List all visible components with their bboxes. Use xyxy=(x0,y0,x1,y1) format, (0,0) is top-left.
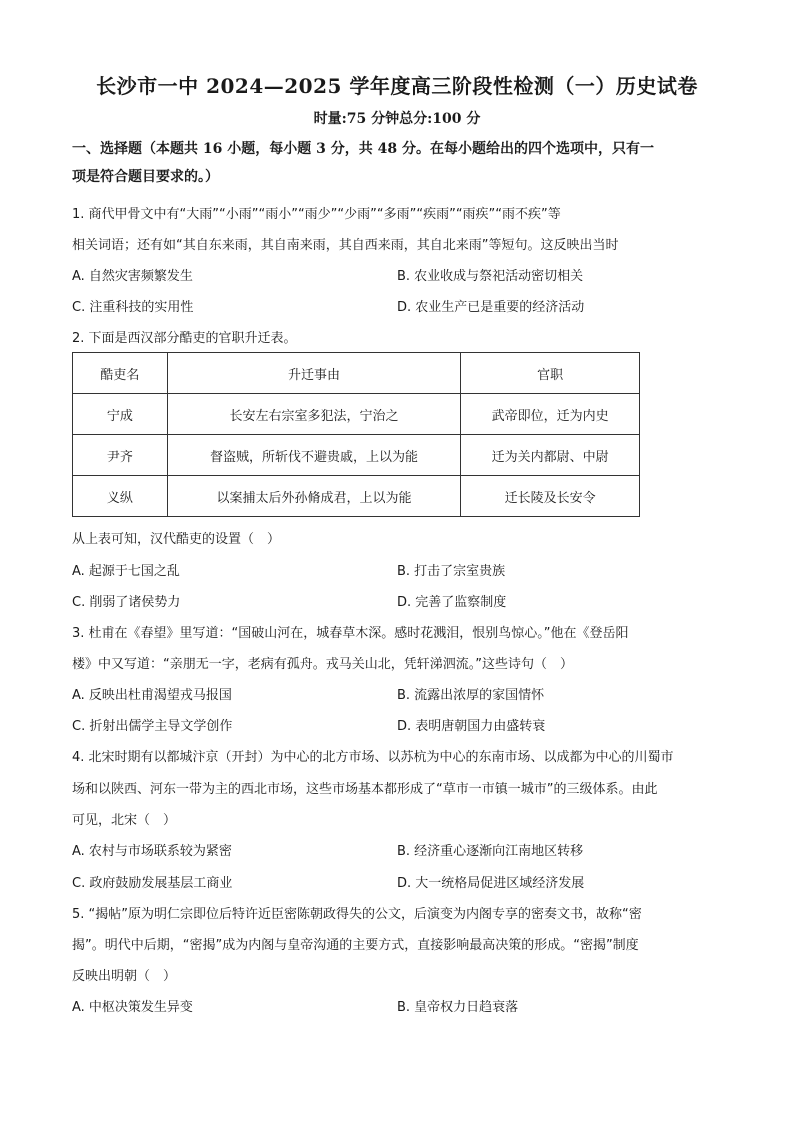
q1-option-a: A. 自然灾害频繁发生 xyxy=(72,269,193,284)
table-cell: 迁长陵及长安令 xyxy=(461,476,640,517)
q2-question: 从上表可知，汉代酷吏的设置（ ） xyxy=(72,532,281,547)
table-row xyxy=(73,394,640,435)
q5-option-b: B. 皇帝权力日趋衰落 xyxy=(397,1000,519,1015)
table-row xyxy=(73,435,640,476)
exam-title: 长沙市一中 2024—2025 学年度高三阶段性检测（一）历史试卷 xyxy=(96,74,698,98)
q4-option-d: D. 大一统格局促进区域经济发展 xyxy=(397,876,585,891)
table-header-cell: 升迁事由 xyxy=(167,353,460,394)
q3-stem-line-2: 楼》中又写道：“亲朋无一字，老病有孤舟。戎马关山北，凭轩涕泗流。”这些诗句（ ） xyxy=(72,657,573,672)
q1-option-d: D. 农业生产已是重要的经济活动 xyxy=(397,300,585,315)
table-header-cell: 酷吏名 xyxy=(73,353,168,394)
q3-stem-line-1: 3. 杜甫在《春望》里写道：“国破山河在，城春草木深。感时花溅泪，恨别鸟惊心。”他在《登岳阳 xyxy=(72,626,629,641)
q2-option-b: B. 打击了宗室贵族 xyxy=(397,564,506,579)
q3-option-d: D. 表明唐朝国力由盛转衰 xyxy=(397,719,546,734)
q2-option-d: D. 完善了监察制度 xyxy=(397,595,507,610)
q4-stem-line-3: 可见，北宋（ ） xyxy=(72,813,177,828)
table-cell: 迁为关内都尉、中尉 xyxy=(461,435,640,476)
table-header-row xyxy=(73,353,640,394)
section-heading-line-2: 项是符合题目要求的。） xyxy=(72,169,219,185)
q1-option-c: C. 注重科技的实用性 xyxy=(72,300,194,315)
q4-option-c: C. 政府鼓励发展基层工商业 xyxy=(72,876,233,891)
q4-option-b: B. 经济重心逐渐向江南地区转移 xyxy=(397,844,584,859)
section-heading-line-1: 一、选择题（本题共 16 小题，每小题 3 分，共 48 分。在每小题给出的四个选项中，只有一 xyxy=(72,141,654,157)
q1-stem-line-2: 相关词语；还有如“其自东来雨，其自南来雨，其自西来雨，其自北来雨”等短句。这反映出当时 xyxy=(72,238,619,253)
table-cell: 义纵 xyxy=(73,476,168,517)
q3-option-b: B. 流露出浓厚的家国情怀 xyxy=(397,688,545,703)
q5-stem-line-3: 反映出明朝（ ） xyxy=(72,969,177,984)
q2-option-a: A. 起源于七国之乱 xyxy=(72,564,180,579)
q3-option-c: C. 折射出儒学主导文学创作 xyxy=(72,719,233,734)
q4-option-a: A. 农村与市场联系较为紧密 xyxy=(72,844,232,859)
q4-stem-line-1: 4. 北宋时期有以都城汴京（开封）为中心的北方市场、以苏杭为中心的东南市场、以成都为中心的川蜀市 xyxy=(72,750,674,765)
table-cell: 长安左右宗室多犯法，宁治之 xyxy=(167,394,460,435)
q5-option-a: A. 中枢决策发生异变 xyxy=(72,1000,193,1015)
officials-table xyxy=(72,352,640,517)
table-cell: 尹齐 xyxy=(73,435,168,476)
q5-stem-line-1: 5. “揭帖”原为明仁宗即位后特许近臣密陈朝政得失的公文，后演变为内阁专享的密奏文书，故称“密 xyxy=(72,907,642,922)
table-header-cell: 官职 xyxy=(461,353,640,394)
q1-option-b: B. 农业收成与祭祀活动密切相关 xyxy=(397,269,584,284)
q3-option-a: A. 反映出杜甫渴望戎马报国 xyxy=(72,688,232,703)
q2-stem: 2. 下面是西汉部分酷吏的官职升迁表。 xyxy=(72,331,297,346)
table-cell: 督盗贼，所斩伐不避贵戚，上以为能 xyxy=(167,435,460,476)
exam-time-score: 时量:75 分钟总分:100 分 xyxy=(313,111,481,127)
table-cell: 以案捕太后外孙脩成君，上以为能 xyxy=(167,476,460,517)
q4-stem-line-2: 场和以陕西、河东一带为主的西北市场，这些市场基本都形成了“草市一市镇一城市”的三级体系。由此 xyxy=(72,782,658,797)
q2-option-c: C. 削弱了诸侯势力 xyxy=(72,595,181,610)
q1-stem-line-1: 1. 商代甲骨文中有“大雨”“小雨”“雨小”“雨少”“少雨”“多雨”“疾雨”“雨疾”“雨不疾”等 xyxy=(72,207,561,222)
q5-stem-line-2: 揭”。明代中后期，“密揭”成为内阁与皇帝沟通的主要方式，直接影响最高决策的形成。“密揭”制度 xyxy=(72,938,639,953)
table-cell: 武帝即位，迁为内史 xyxy=(461,394,640,435)
table-cell: 宁成 xyxy=(73,394,168,435)
table-row xyxy=(73,476,640,517)
